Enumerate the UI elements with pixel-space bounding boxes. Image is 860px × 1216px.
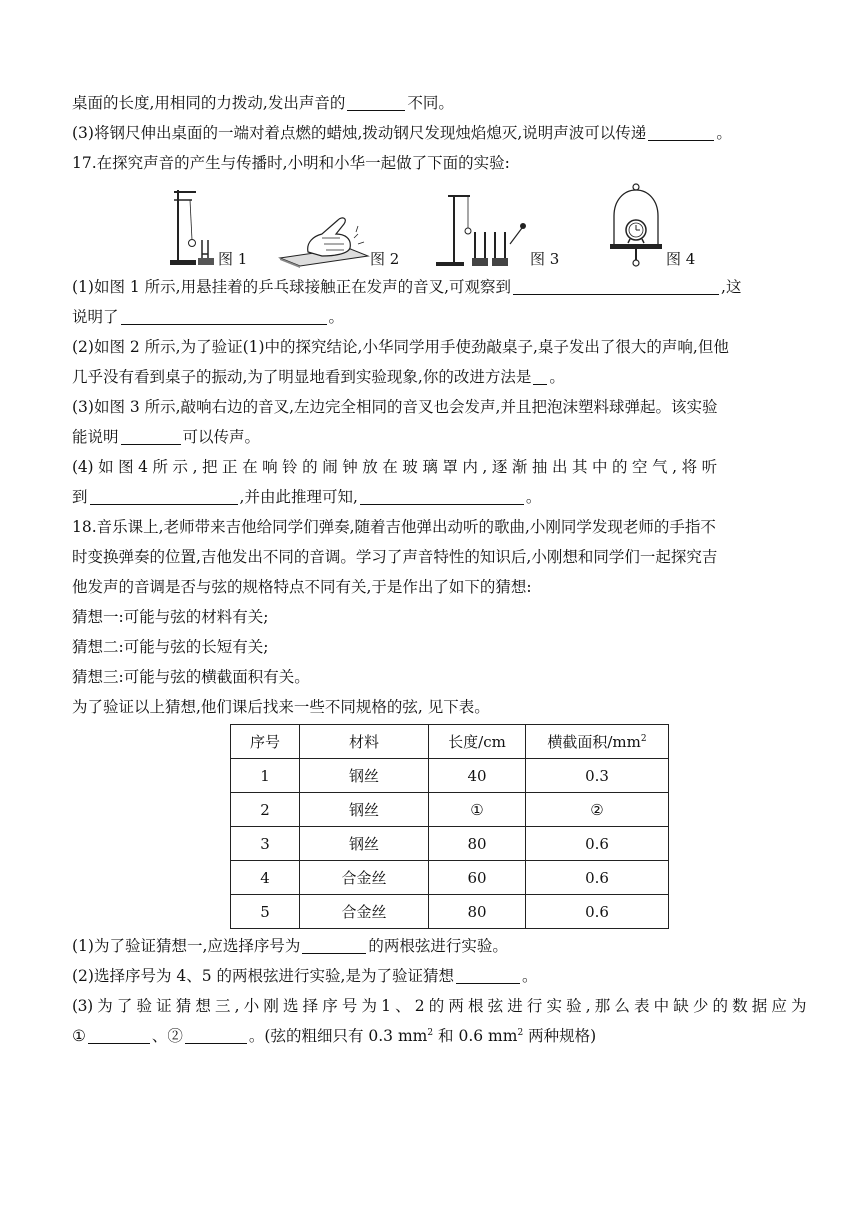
- cell: 合金丝: [300, 895, 429, 929]
- answer-blank: [513, 276, 719, 295]
- cell: 钢丝: [300, 793, 429, 827]
- string-spec-table: [230, 724, 669, 929]
- cell: 0.6: [526, 827, 669, 861]
- text-line: [72, 452, 788, 482]
- text: 为了验证以上猜想,他们课后找来一些不同规格的弦, 见下表。: [72, 698, 490, 716]
- cell: 钢丝: [300, 827, 429, 861]
- hand-knocking-desk-icon: [278, 208, 370, 268]
- tuning-fork-pingpong-icon: [166, 184, 218, 268]
- table-row: [231, 861, 669, 895]
- text: 不同。: [407, 94, 454, 112]
- guess-2: [72, 632, 788, 662]
- answer-blank: [347, 92, 405, 111]
- header-cell: 长度/cm: [429, 725, 526, 759]
- question-18-line: [72, 512, 788, 542]
- text: (2)选择序号为 4、5 的两根弦进行实验,是为了验证猜想: [72, 967, 454, 985]
- cell: 3: [231, 827, 300, 861]
- text: 两种规格): [523, 1027, 597, 1045]
- table-intro: [72, 692, 788, 722]
- answer-blank: [533, 366, 547, 385]
- answer-blank: [456, 965, 520, 984]
- text: (1)如图 1 所示,用悬挂着的乒乓球接触正在发声的音叉,可观察到: [72, 278, 512, 296]
- text: ,并由此推理可知,: [239, 488, 358, 506]
- answer-blank: [648, 122, 714, 141]
- text: 、②: [151, 1027, 183, 1045]
- text: 可以传声。: [182, 428, 261, 446]
- text: 说明了: [72, 308, 119, 326]
- text: 时变换弹奏的位置,吉他发出不同的音调。学习了声音特性的知识后,小刚想和同学们一起探究吉: [72, 548, 718, 566]
- text: 几乎没有看到桌子的振动,为了明显地看到实验现象,你的改进方法是: [72, 368, 532, 386]
- text: (3)如图 3 所示,敲响右边的音叉,左边完全相同的音叉也会发声,并且把泡沫塑料球弹起。该实验: [72, 398, 718, 416]
- text: 18.音乐课上,老师带来吉他给同学们弹奏,随着吉他弹出动听的歌曲,小刚同学发现老师的手指不: [72, 518, 716, 536]
- header-text: 横截面积/mm: [547, 733, 641, 751]
- text-line: [72, 362, 788, 392]
- text-line: [72, 1021, 788, 1051]
- text-line: [72, 392, 788, 422]
- cell: 4: [231, 861, 300, 895]
- answer-blank: [90, 486, 238, 505]
- table-row: [231, 827, 669, 861]
- cell: 1: [231, 759, 300, 793]
- figure-caption-3: 图 3: [530, 250, 560, 268]
- worksheet-page: [72, 88, 807, 1051]
- superscript: 2: [640, 734, 647, 744]
- header-cell: 材料: [300, 725, 429, 759]
- answer-blank: [185, 1025, 247, 1044]
- text-line: [72, 931, 788, 961]
- answer-blank: [121, 306, 327, 325]
- text: 和 0.6 mm: [433, 1027, 518, 1045]
- text-line: [72, 961, 788, 991]
- text: 。: [521, 967, 538, 985]
- text: (4) 如 图 4 所 示 , 把 正 在 响 铃 的 闹 钟 放 在 玻 璃 罩 内 , 逐 渐 抽 出 其 中 的 空 气 , 将 听: [72, 458, 717, 476]
- header-cell: [526, 725, 669, 759]
- text-line: [72, 482, 788, 512]
- bell-jar-alarm-clock-icon: [606, 182, 666, 268]
- table-row: [231, 793, 669, 827]
- text: 猜想二:可能与弦的长短有关;: [72, 638, 269, 656]
- cell: ②: [526, 793, 669, 827]
- text-line: [72, 88, 788, 118]
- cell: 合金丝: [300, 861, 429, 895]
- table-header-row: [231, 725, 669, 759]
- text-line: [72, 272, 788, 302]
- text: (3) 为 了 验 证 猜 想 三 , 小 刚 选 择 序 号 为 1 、 2 的 两 根 弦 进 行 实 验 , 那 么 表 中 缺 少 的 数 据 应 为: [72, 997, 807, 1015]
- text: (2)如图 2 所示,为了验证(1)中的探究结论,小华同学用手使劲敲桌子,桌子发出了很大的声响,但他: [72, 338, 729, 356]
- text: ,这: [721, 278, 742, 296]
- text: 。: [525, 488, 542, 506]
- text: ①: [72, 1027, 86, 1045]
- figure-caption-4: 图 4: [666, 250, 696, 268]
- header-cell: 序号: [231, 725, 300, 759]
- text-line: [72, 542, 788, 572]
- answer-blank: [302, 935, 366, 954]
- answer-blank: [88, 1025, 150, 1044]
- text-line: [72, 572, 788, 602]
- cell: 80: [429, 827, 526, 861]
- question-17-heading: [72, 148, 788, 178]
- figure-row: [72, 182, 788, 268]
- two-tuning-forks-icon: [434, 188, 530, 268]
- cell: 5: [231, 895, 300, 929]
- answer-blank: [360, 486, 524, 505]
- text: 到: [72, 488, 88, 506]
- figure-caption-1: 图 1: [218, 250, 248, 268]
- text: 猜想三:可能与弦的横截面积有关。: [72, 668, 310, 686]
- text-line: [72, 991, 807, 1021]
- text: 桌面的长度,用相同的力拨动,发出声音的: [72, 94, 346, 112]
- cell: 0.6: [526, 895, 669, 929]
- guess-1: [72, 602, 788, 632]
- cell: 0.6: [526, 861, 669, 895]
- text-line: [72, 118, 788, 148]
- guess-3: [72, 662, 788, 692]
- text: (3)将钢尺伸出桌面的一端对着点燃的蜡烛,拨动钢尺发现烛焰熄灭,说明声波可以传递: [72, 124, 647, 142]
- text-line: [72, 422, 788, 452]
- cell: 40: [429, 759, 526, 793]
- table-row: [231, 895, 669, 929]
- text: 。: [549, 368, 565, 386]
- text: 的两根弦进行实验。: [368, 937, 508, 955]
- table-row: [231, 759, 669, 793]
- text: 能说明: [72, 428, 119, 446]
- cell: 钢丝: [300, 759, 429, 793]
- cell: ①: [429, 793, 526, 827]
- text: 17.在探究声音的产生与传播时,小明和小华一起做了下面的实验:: [72, 154, 510, 172]
- text: 猜想一:可能与弦的材料有关;: [72, 608, 269, 626]
- text-line: [72, 332, 788, 362]
- cell: 80: [429, 895, 526, 929]
- figure-caption-2: 图 2: [370, 250, 400, 268]
- cell: 60: [429, 861, 526, 895]
- superscript: 2: [517, 1028, 524, 1038]
- text: 他发声的音调是否与弦的规格特点不同有关,于是作出了如下的猜想:: [72, 578, 532, 596]
- cell: 0.3: [526, 759, 669, 793]
- text: 。: [328, 308, 345, 326]
- answer-blank: [121, 426, 181, 445]
- text-line: [72, 302, 788, 332]
- text: 。(弦的粗细只有 0.3 mm: [248, 1027, 428, 1045]
- cell: 2: [231, 793, 300, 827]
- text: 。: [716, 124, 732, 142]
- text: (1)为了验证猜想一,应选择序号为: [72, 937, 301, 955]
- superscript: 2: [427, 1028, 434, 1038]
